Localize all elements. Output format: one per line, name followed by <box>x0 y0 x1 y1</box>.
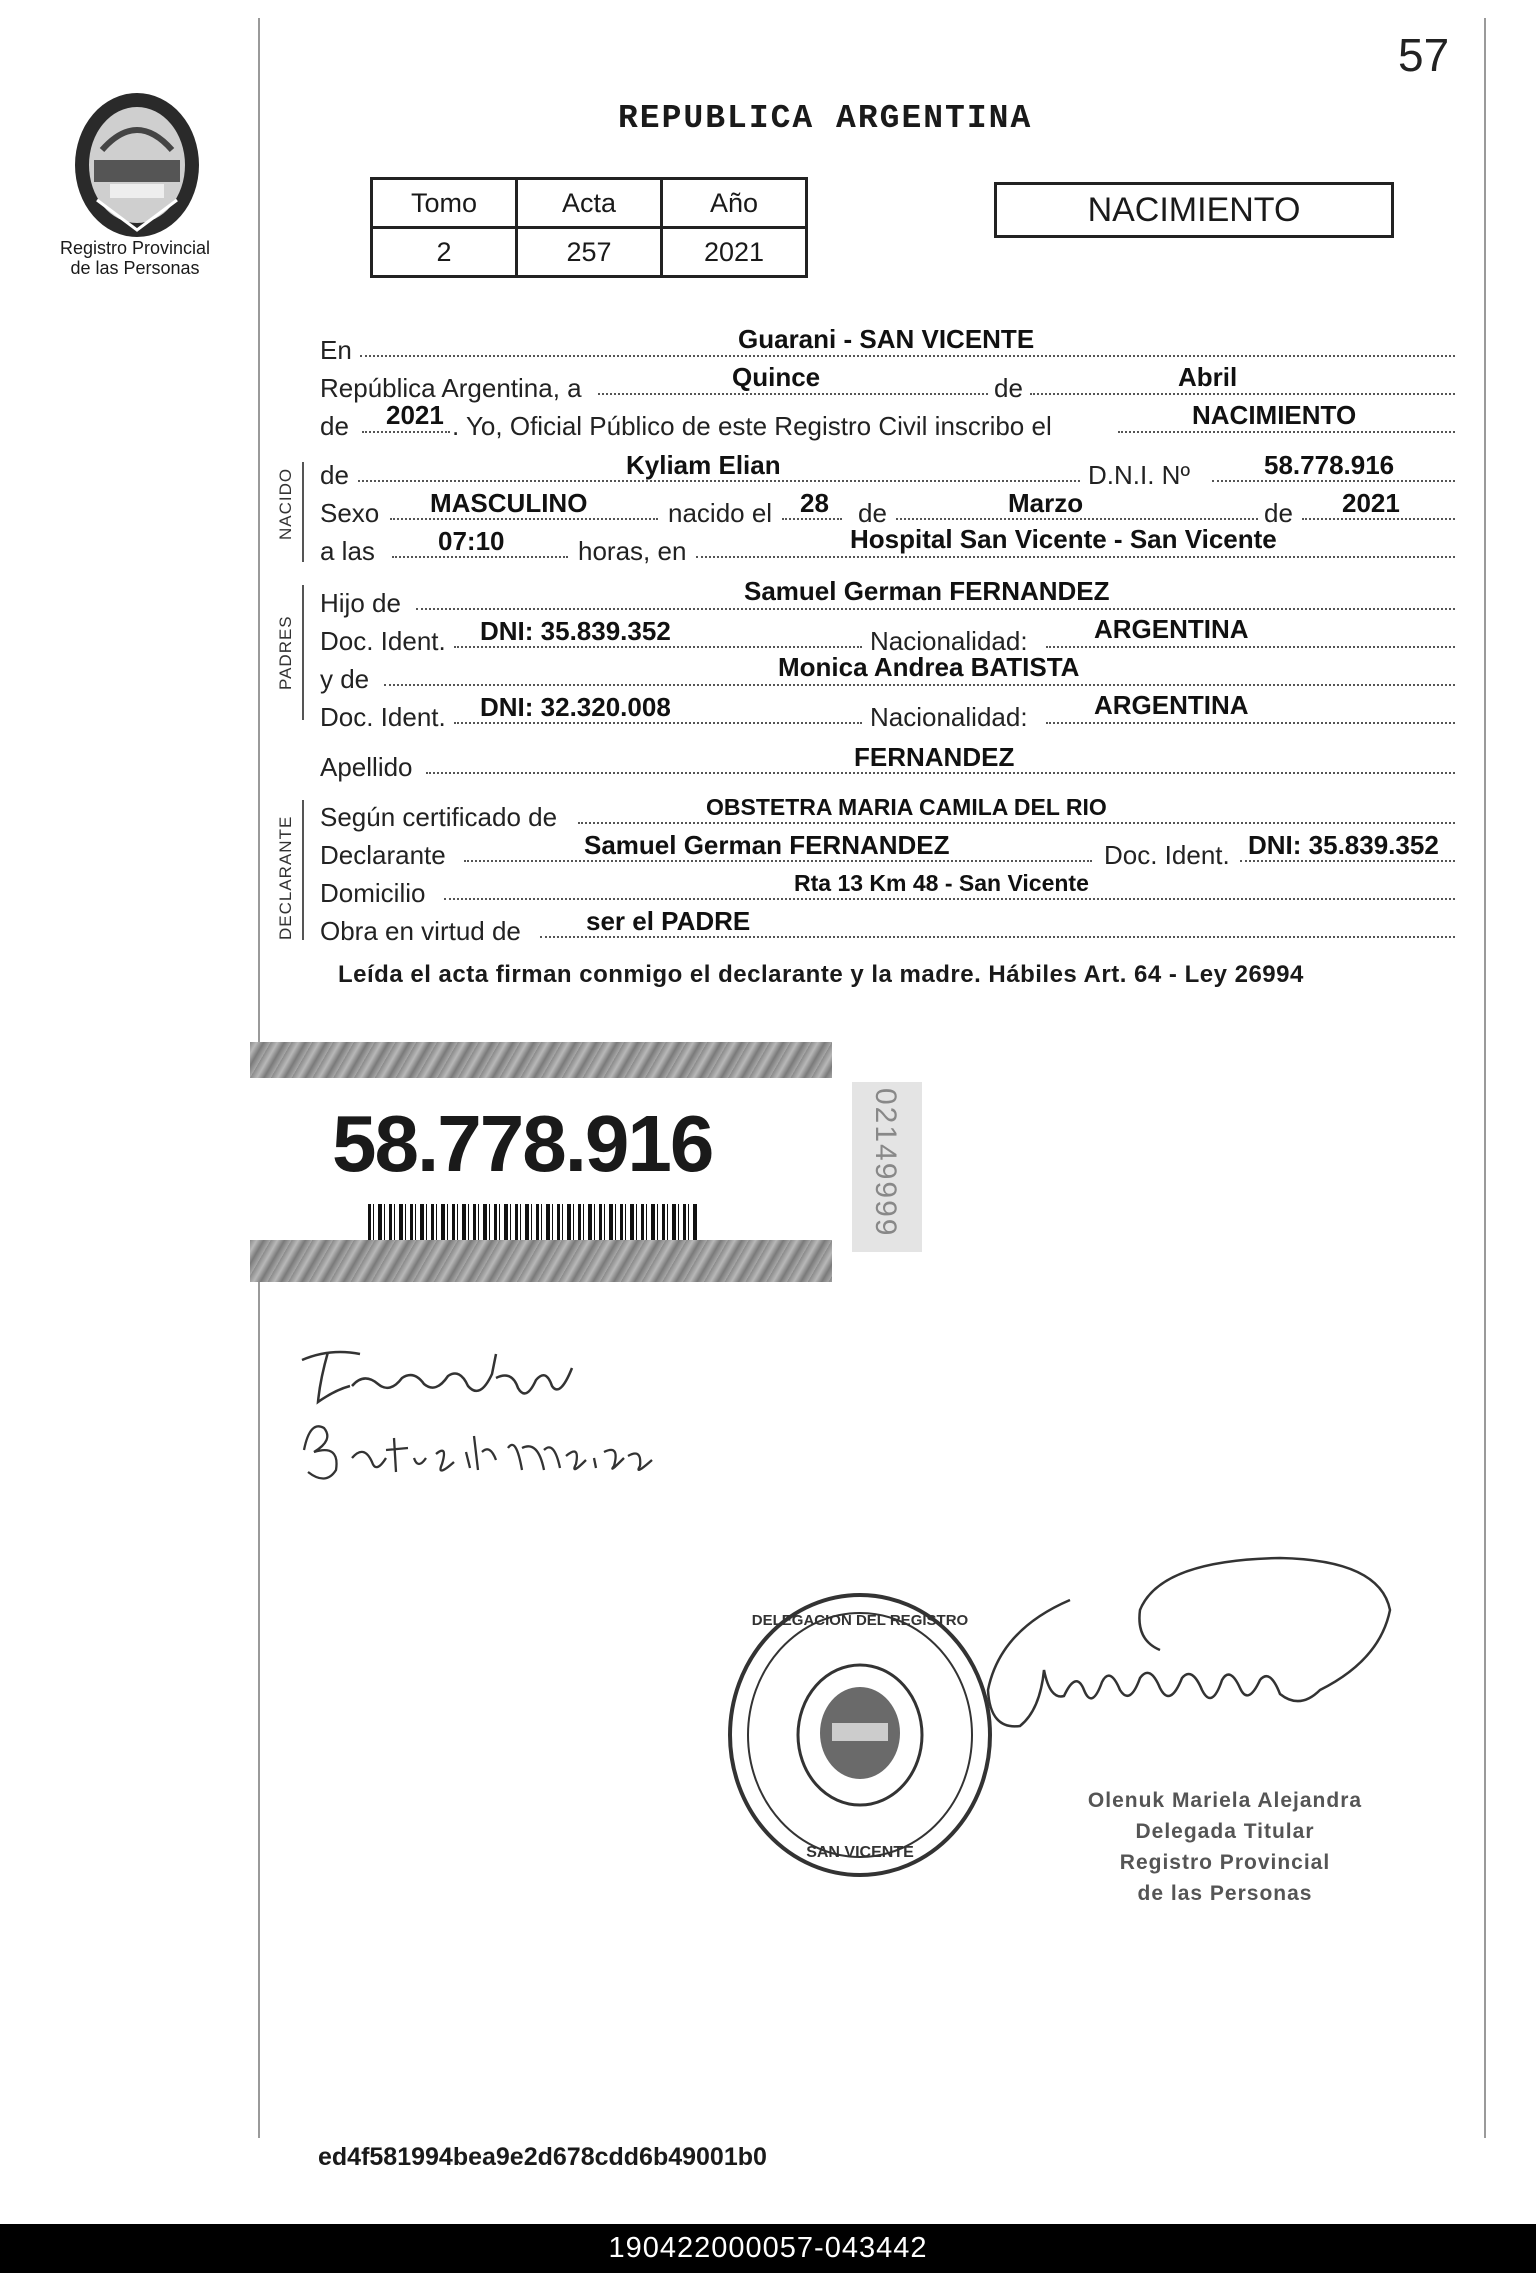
logo-caption-line1: Registro Provincial <box>59 238 211 258</box>
dotted-line <box>1030 393 1455 395</box>
declarant-doc: DNI: 35.839.352 <box>1248 830 1439 860</box>
mother-nat-label: Nacionalidad: <box>870 702 1028 732</box>
address-label: Domicilio <box>320 878 426 908</box>
registry-value-acta: 257 <box>517 228 662 277</box>
dotted-line <box>384 684 1455 686</box>
officer-name: Olenuk Mariela Alejandra <box>1087 1789 1363 1812</box>
sticker-band-bottom <box>250 1240 832 1282</box>
registry-header-tomo: Tomo <box>372 179 517 228</box>
officer-stamp <box>1070 1785 1380 1909</box>
certificate-value: OBSTETRA MARIA CAMILA DEL RIO <box>706 794 1107 820</box>
dotted-line <box>362 431 450 433</box>
born-dni: 58.778.916 <box>1264 450 1395 480</box>
officer-role: Delegada Titular <box>1135 1820 1315 1843</box>
born-year: 2021 <box>1342 488 1400 518</box>
official-text: . Yo, Oficial Público de este Registro Civil inscribo el <box>452 411 1052 441</box>
address-value: Rta 13 Km 48 - San Vicente <box>794 870 1089 896</box>
born-sex: MASCULINO <box>430 488 588 518</box>
dotted-line <box>416 608 1455 610</box>
born-de-label-2: de <box>858 498 887 528</box>
father-doc-label: Doc. Ident. <box>320 626 446 656</box>
dotted-line <box>1118 431 1455 433</box>
provincial-coat-of-arms-logo <box>62 80 212 240</box>
sticker-band-top <box>250 1042 832 1078</box>
dni-label: D.N.I. Nº <box>1088 460 1190 490</box>
registry-table <box>370 177 808 278</box>
dotted-line <box>696 556 1455 558</box>
son-of-label: Hijo de <box>320 588 401 618</box>
certificate-label: Según certificado de <box>320 802 558 832</box>
mother-name: Monica Andrea BATISTA <box>778 652 1080 682</box>
mother-doc: DNI: 32.320.008 <box>480 692 671 722</box>
surname-label: Apellido <box>320 752 413 782</box>
born-place: Hospital San Vicente - San Vicente <box>850 524 1277 554</box>
dotted-line <box>598 393 988 395</box>
sex-label: Sexo <box>320 498 380 528</box>
born-name: Kyliam Elian <box>626 450 781 480</box>
svg-text:DELEGACION DEL REGISTRO: DELEGACION DEL REGISTRO <box>751 1612 969 1629</box>
born-time: 07:10 <box>438 526 505 556</box>
mother-doc-label: Doc. Ident. <box>320 702 446 732</box>
dotted-line <box>1046 646 1455 648</box>
section-label-declarante: DECLARANTE <box>276 815 295 940</box>
registry-value-row <box>372 228 807 277</box>
role-label: Obra en virtud de <box>320 916 521 946</box>
act-day: Quince <box>732 362 821 392</box>
section-bar-declarante <box>302 800 304 940</box>
declarant-doc-label: Doc. Ident. <box>1104 840 1230 870</box>
republic-label: República Argentina, a <box>320 373 582 403</box>
document-title: REPUBLICA ARGENTINA <box>618 100 1033 137</box>
registry-value-tomo: 2 <box>372 228 517 277</box>
and-label: y de <box>320 664 370 694</box>
en-label: En <box>320 335 352 365</box>
year-prefix-label: de <box>320 411 349 441</box>
section-bar-nacido <box>302 462 304 562</box>
father-nat-label: Nacionalidad: <box>870 626 1028 656</box>
dotted-line <box>444 898 1455 900</box>
time-label: a las <box>320 536 375 566</box>
officer-org-line1: Registro Provincial <box>1119 1851 1331 1874</box>
svg-text:SAN VICENTE: SAN VICENTE <box>806 1844 914 1861</box>
born-month: Marzo <box>1008 488 1084 518</box>
barcode-number: 58.778.916 <box>332 1099 713 1188</box>
dotted-line <box>360 355 1455 357</box>
section-label-nacido: NACIDO <box>276 467 295 540</box>
declarant-name: Samuel German FERNANDEZ <box>584 830 950 860</box>
officer-org-line2: de las Personas <box>1137 1882 1313 1905</box>
page-number: 57 <box>1398 29 1450 81</box>
document-hash: ed4f581994bea9e2d678cdd6b49001b0 <box>318 2143 767 2171</box>
right-margin-line <box>1484 18 1486 2138</box>
declarant-label: Declarante <box>320 840 446 870</box>
footer-code-bar: 190422000057-043442 <box>0 2224 1536 2273</box>
father-name: Samuel German FERNANDEZ <box>744 576 1110 606</box>
born-day: 28 <box>800 488 829 518</box>
registry-value-ano: 2021 <box>662 228 807 277</box>
act-type-box: NACIMIENTO <box>994 182 1394 238</box>
vertical-code: 02149999 <box>869 1088 902 1238</box>
section-label-padres: PADRES <box>276 615 295 690</box>
mother-nationality: ARGENTINA <box>1094 690 1249 720</box>
closing-statement: Leída el acta firman conmigo el declarante y la madre. Hábiles Art. 64 - Ley 26994 <box>338 961 1304 988</box>
born-date-label: nacido el <box>668 498 773 528</box>
section-bar-padres <box>302 585 304 720</box>
hours-label: horas, en <box>578 536 687 566</box>
registry-header-ano: Año <box>662 179 807 228</box>
dotted-line <box>578 822 1455 824</box>
born-de-label: de <box>320 460 349 490</box>
declarant-handwritten-signatures <box>290 1340 670 1510</box>
act-inscribed: NACIMIENTO <box>1192 400 1357 430</box>
barcode-sticker <box>250 1042 832 1282</box>
de-label: de <box>994 373 1023 403</box>
role-value: ser el PADRE <box>586 906 751 936</box>
official-seal-stamp <box>720 1585 1000 1885</box>
logo-caption <box>40 238 230 278</box>
officer-handwritten-signature <box>960 1550 1410 1790</box>
born-de-label-3: de <box>1264 498 1293 528</box>
registry-header-acta: Acta <box>517 179 662 228</box>
registry-header-row <box>372 179 807 228</box>
act-year: 2021 <box>386 400 444 430</box>
logo-caption-line2: de las Personas <box>70 258 200 278</box>
father-nationality: ARGENTINA <box>1094 614 1249 644</box>
surname-value: FERNANDEZ <box>854 742 1015 772</box>
vertical-code-label <box>852 1082 922 1252</box>
act-place: Guarani - SAN VICENTE <box>738 324 1035 354</box>
father-doc: DNI: 35.839.352 <box>480 616 671 646</box>
act-month: Abril <box>1178 362 1238 392</box>
dotted-line <box>1046 722 1455 724</box>
